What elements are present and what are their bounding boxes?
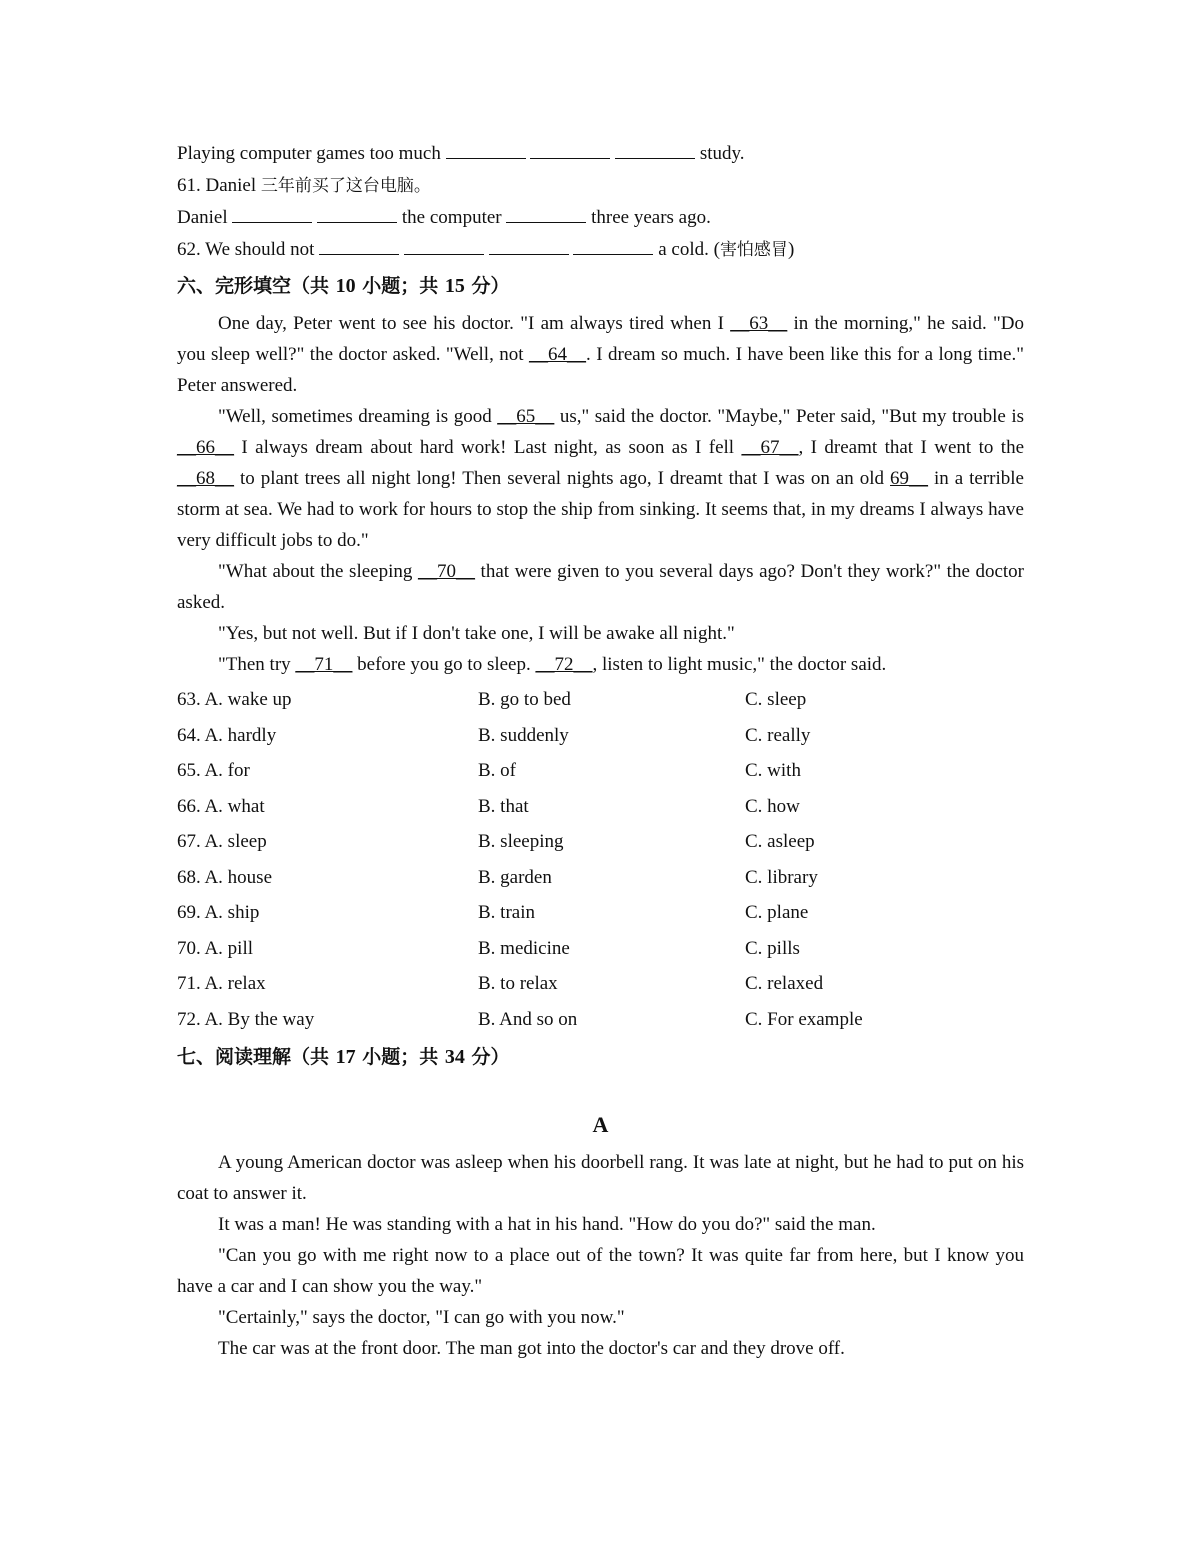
q60-start-text: Playing computer games too much xyxy=(177,143,441,164)
answer-options xyxy=(177,682,1024,1037)
section-7-heading xyxy=(177,1037,1024,1077)
q62-text-b: a cold. ( xyxy=(658,239,720,260)
option-row xyxy=(177,860,1024,896)
option-row xyxy=(177,682,1024,718)
blank-66[interactable]: __66__ xyxy=(177,437,234,458)
q62-answer-line xyxy=(177,234,1024,266)
passage-paragraph xyxy=(177,401,1024,556)
answer-blank[interactable] xyxy=(506,202,586,223)
q62-hint-cn: 害怕感冒 xyxy=(719,240,788,260)
option-a[interactable]: 72. A. By the way xyxy=(177,1008,315,1030)
section-7-label-a: 七、阅读理解（共 xyxy=(177,1046,336,1068)
blank-72[interactable]: __72__ xyxy=(535,654,593,675)
section-7-label-b: 小题；共 xyxy=(355,1046,445,1068)
blank-63[interactable]: __63__ xyxy=(730,313,788,334)
reading-a-passage xyxy=(177,1147,1024,1364)
option-c[interactable]: C. with xyxy=(745,760,801,781)
reading-paragraph: "Certainly," says the doctor, "I can go with you now." xyxy=(218,1307,625,1328)
blank-68[interactable]: __68__ xyxy=(177,468,234,489)
option-a[interactable]: 66. A. what xyxy=(177,795,265,817)
q60-answer-line xyxy=(177,138,1024,170)
answer-blank[interactable] xyxy=(446,138,526,159)
option-c[interactable]: C. For example xyxy=(745,1008,863,1030)
option-b[interactable]: B. that xyxy=(478,795,529,817)
option-b[interactable]: B. to relax xyxy=(478,973,558,994)
passage-text: us," said the doctor. "Maybe," Peter said, "But my trouble is xyxy=(554,406,1024,427)
option-row xyxy=(177,1002,1024,1038)
passage-paragraph xyxy=(177,649,1024,680)
option-b[interactable]: B. go to bed xyxy=(478,689,571,710)
option-b[interactable]: B. of xyxy=(478,760,516,781)
option-c[interactable]: C. sleep xyxy=(745,689,807,710)
option-row xyxy=(177,824,1024,860)
option-b[interactable]: B. suddenly xyxy=(478,724,569,746)
option-b[interactable]: B. train xyxy=(478,902,535,923)
section-7-points: 34 xyxy=(444,1046,465,1068)
section-6-label-c: 分） xyxy=(464,275,510,297)
passage-text: , I dreamt that I went to the xyxy=(798,437,1025,458)
option-c[interactable]: C. library xyxy=(745,866,818,888)
q60-end-text: study. xyxy=(699,143,745,164)
option-b[interactable]: B. sleeping xyxy=(478,831,564,852)
passage-paragraph xyxy=(177,308,1024,401)
blank-69[interactable]: 69__ xyxy=(890,468,929,489)
section-7-count: 17 xyxy=(335,1046,356,1068)
section-6-label-b: 小题；共 xyxy=(355,275,445,297)
option-row xyxy=(177,966,1024,1002)
q61-prompt-cn: 三年前买了这台电脑。 xyxy=(260,176,431,196)
option-c[interactable]: C. relaxed xyxy=(745,973,824,994)
passage-paragraph xyxy=(177,556,1024,618)
answer-blank[interactable] xyxy=(232,202,312,223)
option-row xyxy=(177,789,1024,825)
option-a[interactable]: 64. A. hardly xyxy=(177,724,277,746)
section-6-points: 15 xyxy=(444,275,465,297)
reading-paragraph: A young American doctor was asleep when his doorbell rang. It was late at night, but he had to put on his coat to answer it. xyxy=(177,1152,1024,1204)
passage-text: "Then try xyxy=(218,654,296,675)
passage-text: One day, Peter went to see his doctor. "I am always tired when I xyxy=(218,313,731,334)
section-6-heading xyxy=(177,266,1024,306)
answer-blank[interactable] xyxy=(317,202,397,223)
option-c[interactable]: C. pills xyxy=(745,937,800,959)
option-row xyxy=(177,931,1024,967)
option-row xyxy=(177,895,1024,931)
cloze-passage xyxy=(177,308,1024,680)
option-a[interactable]: 67. A. sleep xyxy=(177,831,267,852)
q61-text-b: the computer xyxy=(401,207,502,228)
passage-text: "Yes, but not well. But if I don't take one, I will be awake all night." xyxy=(218,623,735,644)
option-a[interactable]: 65. A. for xyxy=(177,760,250,781)
option-row xyxy=(177,718,1024,754)
option-a[interactable]: 63. A. wake up xyxy=(177,689,292,710)
answer-blank[interactable] xyxy=(573,234,653,255)
option-b[interactable]: B. And so on xyxy=(478,1008,578,1030)
passage-text: to plant trees all night long! Then several nights ago, I dreamt that I was on an old xyxy=(234,468,891,489)
answer-blank[interactable] xyxy=(530,138,610,159)
passage-text: before you go to sleep. xyxy=(352,654,536,675)
option-a[interactable]: 71. A. relax xyxy=(177,973,266,994)
blank-70[interactable]: __70__ xyxy=(417,561,475,582)
q61-prompt xyxy=(177,170,1024,202)
blank-64[interactable]: __64__ xyxy=(529,344,587,365)
passage-text: . I dream so much. I have been like this for a long time." Peter answered. xyxy=(177,344,1024,396)
q61-answer-line xyxy=(177,202,1024,234)
reading-paragraph: It was a man! He was standing with a hat in his hand. "How do you do?" said the man. xyxy=(218,1214,876,1235)
passage-text: , listen to light music," the doctor said. xyxy=(592,654,887,675)
passage-text: in a terrible storm at sea. We had to work for hours to stop the ship from sinking. It seems that, in my dreams I always have very difficult jobs to do." xyxy=(177,468,1024,551)
passage-text: in the morning," he said. "Do you sleep well?" the doctor asked. "Well, not xyxy=(177,313,1024,365)
option-a[interactable]: 69. A. ship xyxy=(177,902,260,923)
section-6-label-a: 六、完形填空（共 xyxy=(177,275,336,297)
passage-paragraph xyxy=(177,618,1024,649)
passage-text: "Well, sometimes dreaming is good xyxy=(218,406,498,427)
blank-65[interactable]: __65__ xyxy=(497,406,555,427)
answer-blank[interactable] xyxy=(404,234,484,255)
option-b[interactable]: B. medicine xyxy=(478,937,570,959)
option-c[interactable]: C. really xyxy=(745,724,811,746)
option-c[interactable]: C. how xyxy=(745,795,800,817)
blank-67[interactable]: __67__ xyxy=(741,437,799,458)
option-b[interactable]: B. garden xyxy=(478,866,552,888)
option-a[interactable]: 68. A. house xyxy=(177,866,272,888)
option-a[interactable]: 70. A. pill xyxy=(177,937,254,959)
passage-text: I always dream about hard work! Last night, as soon as I fell xyxy=(234,437,742,458)
answer-blank[interactable] xyxy=(615,138,695,159)
reading-paragraph: The car was at the front door. The man got into the doctor's car and they drove off. xyxy=(218,1338,845,1359)
q61-text-a: Daniel xyxy=(177,207,228,228)
section-7-label-c: 分） xyxy=(464,1046,510,1068)
option-c[interactable]: C. asleep xyxy=(745,831,815,852)
q61-text-c: three years ago. xyxy=(591,207,711,228)
answer-blank[interactable] xyxy=(489,234,569,255)
blank-71[interactable]: __71__ xyxy=(295,654,353,675)
q61-prompt-en: 61. Daniel xyxy=(177,175,261,196)
passage-text: that were given to you several days ago? Don't they work?" the doctor asked. xyxy=(177,561,1024,613)
page-content xyxy=(177,138,1024,1364)
reading-paragraph: "Can you go with me right now to a place out of the town? It was quite far from here, but I know you have a car and I can show you the way." xyxy=(177,1245,1024,1297)
section-6-count: 10 xyxy=(335,275,356,297)
reading-a-title: A xyxy=(592,1112,609,1137)
option-c[interactable]: C. plane xyxy=(745,902,809,923)
q62-text-c: ) xyxy=(787,239,795,260)
passage-text: "What about the sleeping xyxy=(218,561,418,582)
answer-blank[interactable] xyxy=(319,234,399,255)
q62-text-a: 62. We should not xyxy=(177,239,315,260)
option-row xyxy=(177,753,1024,789)
